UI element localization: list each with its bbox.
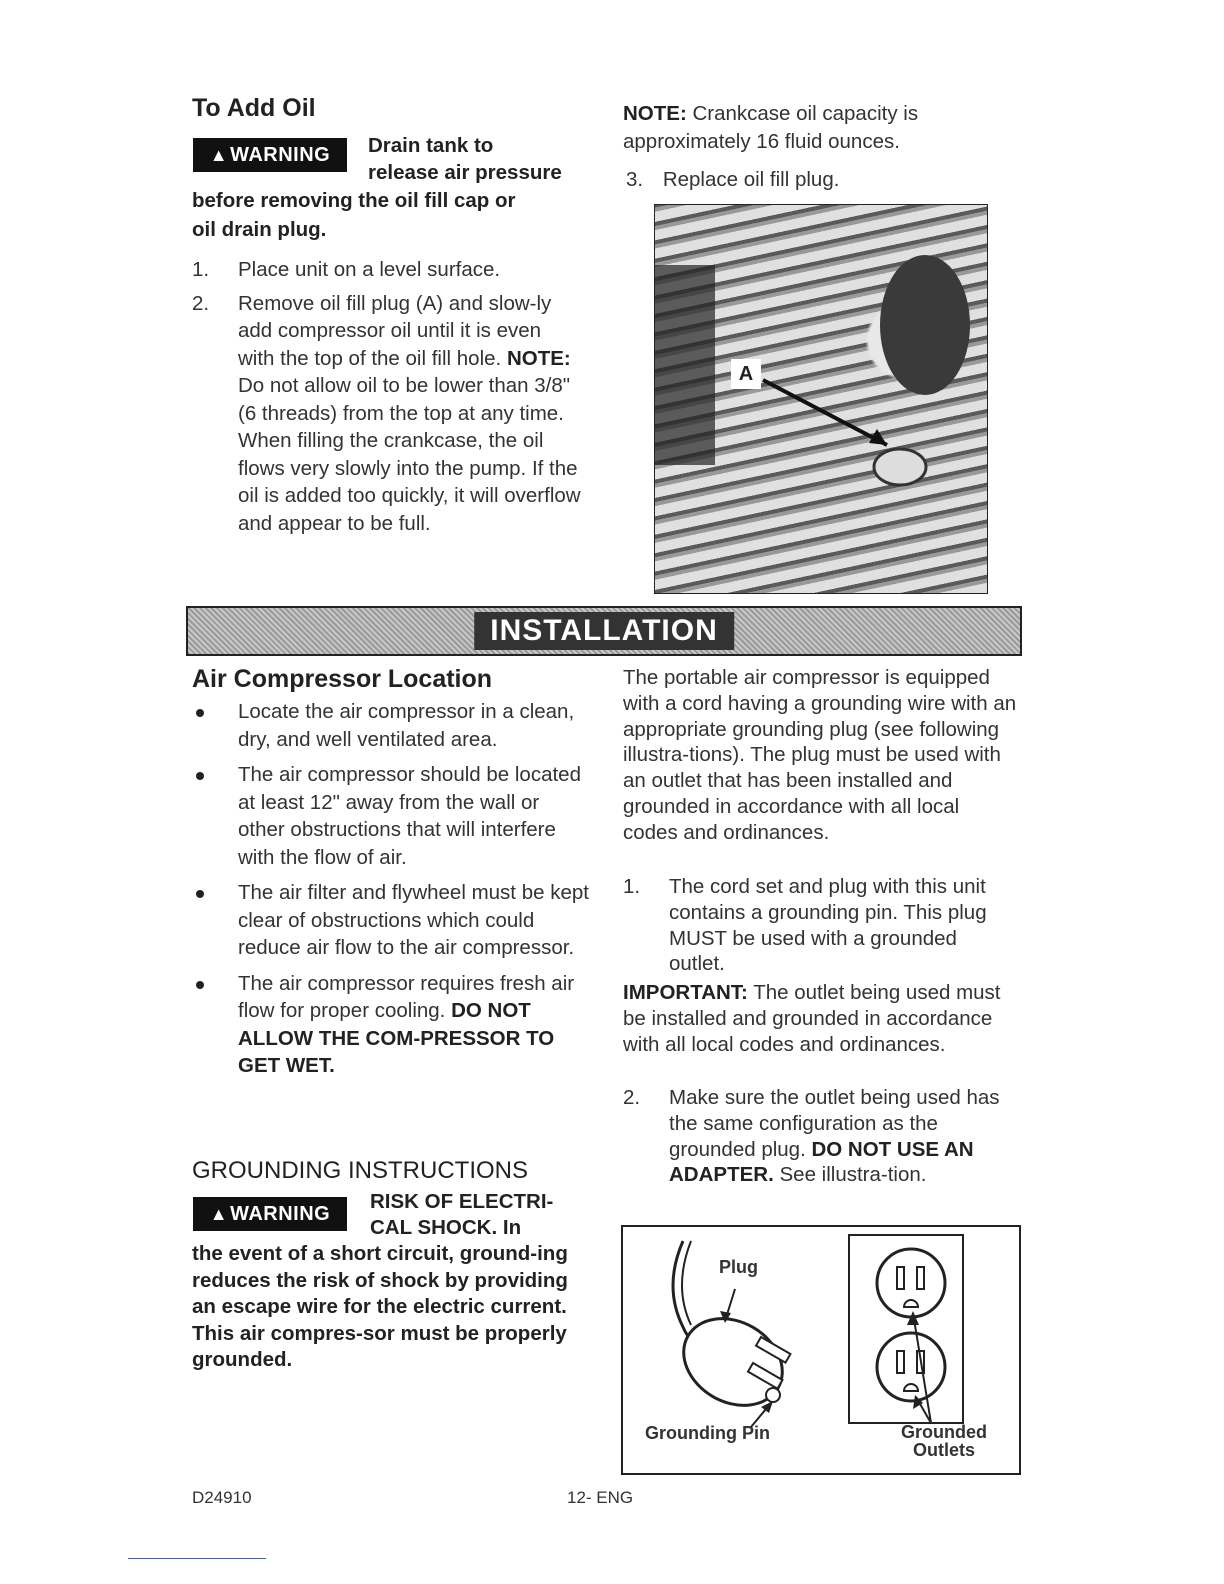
crankcase-note (623, 100, 983, 155)
step-text: Remove oil fill plug (A) and slow-ly add compressor oil until it is even with the top of the oil fill hole. (238, 291, 552, 370)
warning-triangle-icon: ▲ (209, 144, 229, 165)
pointer-arrow (763, 380, 887, 445)
outlet-slot (897, 1267, 904, 1289)
add-oil-title: To Add Oil (192, 94, 316, 122)
oil-fill-plug-photo (654, 204, 988, 594)
step-number: 1. (192, 258, 210, 281)
note-label: NOTE: (506, 346, 571, 370)
add-oil-warning-l3: before removing the oil fill cap or (192, 189, 516, 212)
bullet-text: The air compressor should be located at least 12" away from the wall or other obstructions that will interfere with the flow of air. (238, 763, 581, 869)
photo-label-a: A (731, 359, 761, 389)
fig-pin-label: Grounding Pin (645, 1423, 770, 1443)
step-number: 1. (623, 875, 641, 898)
outlet-ground-hole (904, 1384, 918, 1391)
grounding-warning-l2: CAL SHOCK. In (370, 1216, 522, 1239)
add-oil-step-3 (626, 166, 839, 194)
plug-body (668, 1301, 798, 1422)
bullet-text: The air filter and flywheel must be kept clear of obstructions which could reduce air flow to the air compressor. (238, 881, 589, 959)
step-number: 2. (192, 291, 210, 315)
outlet-ground-hole (904, 1300, 918, 1307)
bullet-item (192, 970, 590, 1080)
bullet-dot-icon (196, 709, 204, 717)
footer-page-number: 12- ENG (567, 1488, 634, 1507)
warning-badge-label: WARNING (230, 143, 331, 166)
grounding-warning-badge (193, 1197, 347, 1231)
fig-outlets-label (901, 1423, 987, 1459)
installation-banner-title: INSTALLATION (474, 612, 734, 650)
bullet-bold-text: DO NOT ALLOW THE COM-PRESSOR TO GET WET. (238, 999, 555, 1077)
footer-rule (128, 1558, 266, 1559)
bullet-dot-icon (196, 981, 204, 989)
grounding-step-1 (623, 874, 1003, 977)
step-text: See illustra-tion. (773, 1163, 927, 1187)
oil-fill-plug (874, 449, 926, 485)
installation-banner (186, 606, 1022, 656)
grounding-warning-rest: the event of a short circuit, ground-ing reduces the risk of shock by providing an escape wire for the electric current. This air compres-sor must be properly grounded. (192, 1242, 568, 1371)
outlet-slot (897, 1351, 904, 1373)
cord-line-inner (682, 1241, 691, 1325)
note-text: Crankcase oil capacity is approximately 16 fluid ounces. (623, 102, 919, 153)
important-text: The outlet being used must be installed and grounded in accordance with all local codes and ordinances. (623, 981, 1001, 1056)
fig-plug-label: Plug (719, 1257, 758, 1277)
footer-doc-id: D24910 (192, 1488, 252, 1507)
warning-triangle-icon: ▲ (209, 1203, 229, 1224)
shadow-area (655, 265, 715, 465)
step-text: Place unit on a level surface. (238, 258, 501, 281)
bullet-dot-icon (196, 890, 204, 898)
location-title: Air Compressor Location (192, 665, 493, 693)
step-text: Replace oil fill plug. (662, 168, 840, 191)
step-number: 2. (623, 1086, 641, 1109)
add-oil-warning-l4: oil drain plug. (192, 218, 327, 241)
add-oil-warning-l2: release air pressure (368, 161, 562, 184)
bullet-text: Locate the air compressor in a clean, dry, and well ventilated area. (238, 700, 575, 751)
cylinder-port (880, 255, 970, 395)
bullet-item (192, 698, 590, 753)
outlet-slot (917, 1267, 924, 1289)
grounding-step-2 (623, 1085, 1008, 1188)
grounding-step-2-item (623, 1085, 1008, 1188)
important-note (623, 980, 1018, 1057)
bullet-dot-icon (196, 772, 204, 780)
grounding-pin (766, 1388, 780, 1402)
important-label: IMPORTANT: (623, 981, 748, 1004)
oil-fill-photo-overlay (655, 205, 987, 593)
fig-outlets-line1: Grounded (901, 1422, 987, 1442)
bullet-text: The air compressor requires fresh air flow for proper cooling. (238, 971, 575, 1022)
warning-badge-label: WARNING (230, 1202, 331, 1225)
add-oil-step-1 (192, 256, 592, 284)
step-bold-text: DO NOT USE AN ADAPTER. (669, 1137, 974, 1187)
grounding-intro: The portable air compressor is equipped with a cord having a grounding wire with an appropriate grounding plug (see following illustra-tions). The plug must be used with an outlet that has been installed and grounded in accordance with all local codes and ordinances. (623, 666, 1017, 844)
grounding-step-1-item (623, 874, 1003, 977)
location-bullets (192, 698, 590, 1080)
grounding-title: GROUNDING INSTRUCTIONS (192, 1157, 528, 1184)
step-text: The cord set and plug with this unit contains a grounding pin. This plug MUST be used with a grounded outlet. (669, 875, 987, 976)
add-oil-warning-l1: Drain tank to (368, 134, 494, 157)
grounding-warning-l1: RISK OF ELECTRI- (370, 1190, 554, 1213)
fig-outlets-line2: Outlets (912, 1440, 975, 1460)
bullet-item (192, 879, 590, 962)
step-text: Do not allow oil to be lower than 3/8" (6 threads) from the top at any time. When filling the crankcase, the oil flows very slowly into the pump. If the oil is added too quickly, it will overflow and appear to be full. (238, 374, 581, 535)
step-number: 3. (626, 168, 644, 191)
note-label: NOTE: (623, 102, 687, 125)
step-text: Make sure the outlet being used has the same configuration as the grounded plug. (669, 1086, 1000, 1161)
add-oil-steps (192, 256, 592, 537)
warning-badge (193, 138, 347, 172)
bullet-item (192, 761, 590, 871)
plug-outlet-figure (621, 1225, 1021, 1475)
add-oil-step-2 (192, 290, 592, 538)
